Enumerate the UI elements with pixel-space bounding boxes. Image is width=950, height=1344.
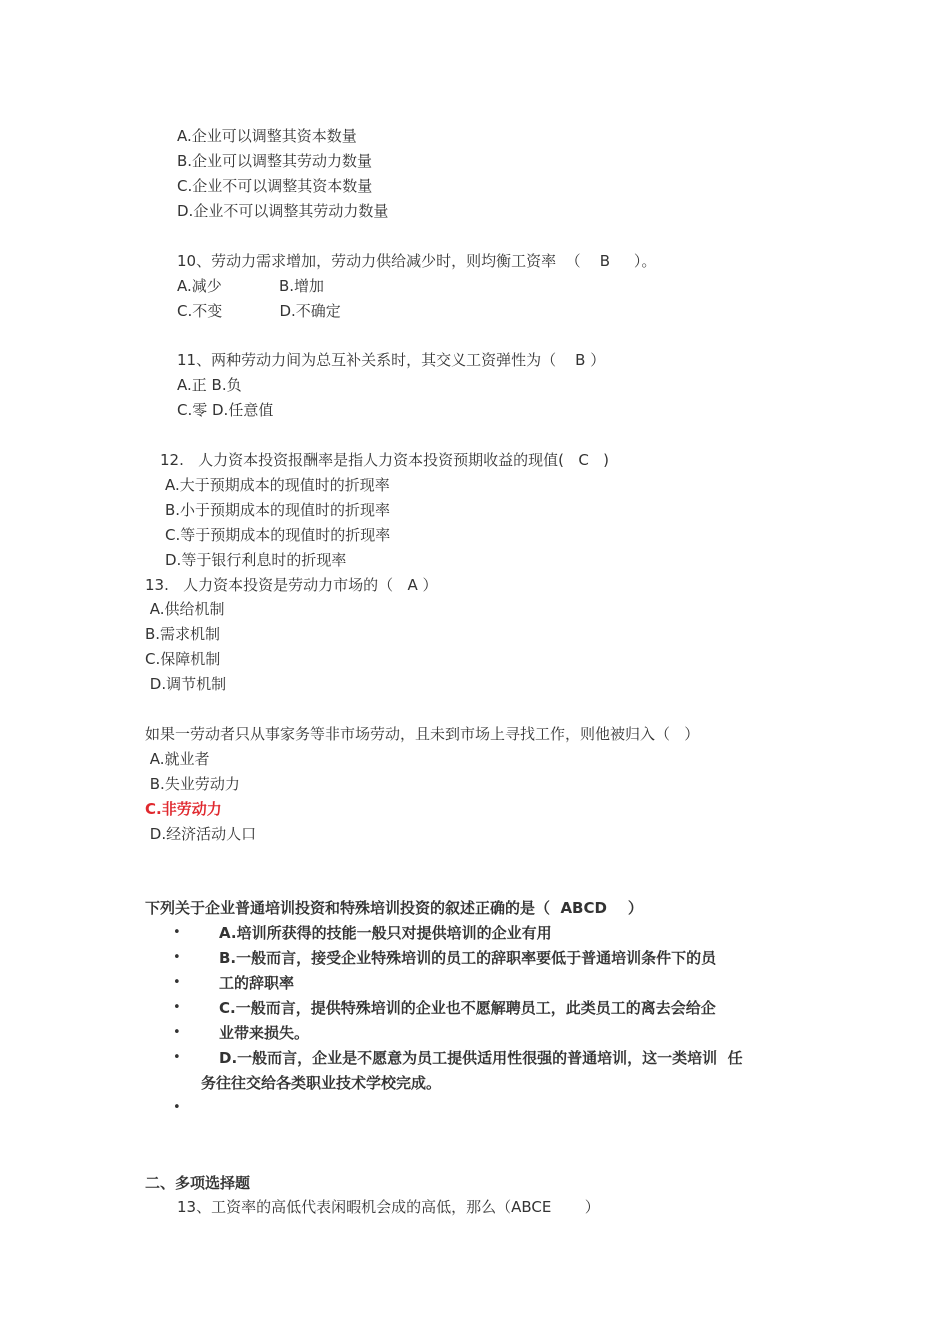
bullet-marker: • xyxy=(173,1050,181,1065)
q9-option-a: A.企业可以调整其资本数量 xyxy=(177,127,357,145)
q12-question: 12. 人力资本投资报酬率是指人力资本投资预期收益的现值( C ) xyxy=(160,451,609,469)
q13-option-b: B.需求机制 xyxy=(145,625,221,643)
bullet-marker: • xyxy=(173,975,181,990)
training-question: 下列关于企业普通培训投资和特殊培训投资的叙述正确的是（ ABCD ） xyxy=(145,899,643,917)
q9-option-b: B.企业可以调整其劳动力数量 xyxy=(177,152,373,170)
q12-option-d: D.等于银行利息时的折现率 xyxy=(165,551,347,569)
training-line-4: C.一般而言，提供特殊培训的企业也不愿解聘员工，此类员工的离去会给企 xyxy=(219,999,716,1017)
training-line-2: B.一般而言，接受企业特殊培训的员工的辞职率要低于普通培训条件下的员 xyxy=(219,949,717,967)
q9-option-d: D.企业不可以调整其劳动力数量 xyxy=(177,202,389,220)
labour-option-a: A.就业者 xyxy=(145,750,210,768)
bullet-marker: • xyxy=(173,950,181,965)
q13-option-d: D.调节机制 xyxy=(145,675,227,693)
q12-option-a: A.大于预期成本的现值时的折现率 xyxy=(165,476,390,494)
q10-question: 10、劳动力需求增加，劳动力供给减少时，则均衡工资率 （ B ）。 xyxy=(177,252,657,270)
training-line-6: D.一般而言，企业是不愿意为员工提供适用性很强的普通培训，这一类培训 任 xyxy=(219,1049,743,1067)
bullet-marker: • xyxy=(173,1000,181,1015)
q13-option-a: A.供给机制 xyxy=(145,600,225,618)
q11-options-row-2: C.零 D.任意值 xyxy=(177,401,274,419)
bullet-marker: • xyxy=(173,1025,181,1040)
q9-option-c: C.企业不可以调整其资本数量 xyxy=(177,177,373,195)
bullet-marker: • xyxy=(173,1100,181,1115)
q10-options-row-1: A.减少 B.增加 xyxy=(177,277,325,295)
q11-options-row-1: A.正 B.负 xyxy=(177,376,242,394)
labour-option-b: B.失业劳动力 xyxy=(145,775,240,793)
training-line-1: A.培训所获得的技能一般只对提供培训的企业有用 xyxy=(219,924,552,942)
training-line-3: 工的辞职率 xyxy=(219,974,295,992)
bullet-marker: • xyxy=(173,925,181,940)
section2-q13: 13、工资率的高低代表闲暇机会成的高低，那么（ABCE ） xyxy=(177,1198,600,1216)
q12-option-b: B.小于预期成本的现值时的折现率 xyxy=(165,501,391,519)
q11-question: 11、两种劳动力间为总互补关系时，其交义工资弹性为（ B ） xyxy=(177,351,606,369)
labour-option-d: D.经济活动人口 xyxy=(145,825,257,843)
training-line-5: 业带来损失。 xyxy=(219,1024,310,1042)
q13-option-c: C.保障机制 xyxy=(145,650,221,668)
labour-option-c-answer: C.非劳动力 xyxy=(145,800,222,818)
q12-option-c: C.等于预期成本的现值时的折现率 xyxy=(165,526,391,544)
training-line-continuation: 务往往交给各类职业技术学校完成。 xyxy=(201,1074,442,1092)
q10-options-row-2: C.不变 D.不确定 xyxy=(177,302,341,320)
labour-question: 如果一劳动者只从事家务等非市场劳动，且未到市场上寻找工作，则他被归入（ ） xyxy=(145,725,700,743)
q13-question: 13. 人力资本投资是劳动力市场的（ A ） xyxy=(145,576,438,594)
section-heading: 二、多项选择题 xyxy=(145,1174,251,1192)
